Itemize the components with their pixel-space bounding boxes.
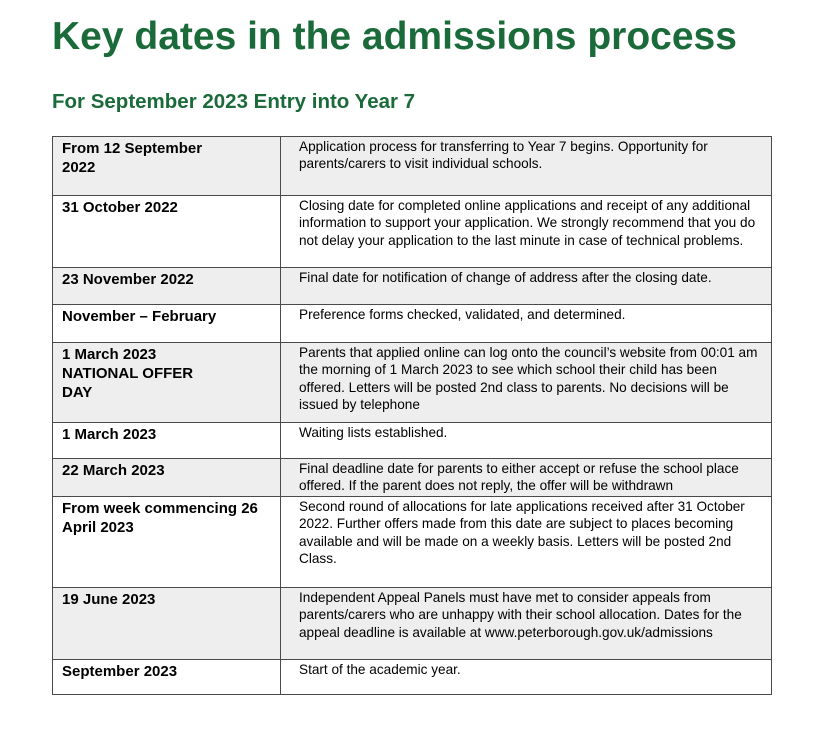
date-cell: 1 March 2023 NATIONAL OFFER DAY [53,343,281,423]
description-cell: Closing date for completed online applications and receipt of any additional information to support your application. We strongly recommend that you do not delay your application to the last minute in case of technical problems. [281,196,772,268]
table-row [53,268,772,305]
description-cell: Parents that applied online can log onto the council’s website from 00:01 am the morning of 1 March 2023 to see which school their child has been offered. Letters will be posted 2nd class to parents. No decisions will be issued by telephone [281,343,772,423]
description-cell: Application process for transferring to Year 7 begins. Opportunity for parents/carers to visit individual schools. [281,137,772,196]
date-cell: 23 November 2022 [53,268,281,305]
date-cell: September 2023 [53,660,281,695]
description-cell: Final deadline date for parents to either accept or refuse the school place offered. If the parent does not reply, the offer will be withdrawn [281,459,772,497]
date-cell: 22 March 2023 [53,459,281,497]
table-row [53,459,772,497]
description-cell: Preference forms checked, validated, and determined. [281,305,772,343]
table-row [53,343,772,423]
table-row [53,660,772,695]
description-cell: Start of the academic year. [281,660,772,695]
table-row [53,423,772,459]
description-cell: Second round of allocations for late applications received after 31 October 2022. Further offers made from this date are subject to places becoming available and will be made on a weekly basis. Letters will be posted 2nd Class. [281,497,772,588]
page-subtitle: For September 2023 Entry into Year 7 [52,90,416,113]
table-row [53,588,772,660]
table-row [53,305,772,343]
key-dates-table [52,136,772,695]
date-cell: November – February [53,305,281,343]
table-row [53,137,772,196]
date-cell: 1 March 2023 [53,423,281,459]
page-title: Key dates in the admissions process [52,15,737,58]
table-row [53,196,772,268]
date-cell: 19 June 2023 [53,588,281,660]
date-cell: From 12 September 2022 [53,137,281,196]
table-row [53,497,772,588]
date-cell: From week commencing 26 April 2023 [53,497,281,588]
date-cell: 31 October 2022 [53,196,281,268]
description-cell: Waiting lists established. [281,423,772,459]
description-cell: Final date for notification of change of address after the closing date. [281,268,772,305]
description-cell: Independent Appeal Panels must have met to consider appeals from parents/carers who are unhappy with their school allocation. Dates for the appeal deadline is available at www.peterborough.gov.uk/admissions [281,588,772,660]
